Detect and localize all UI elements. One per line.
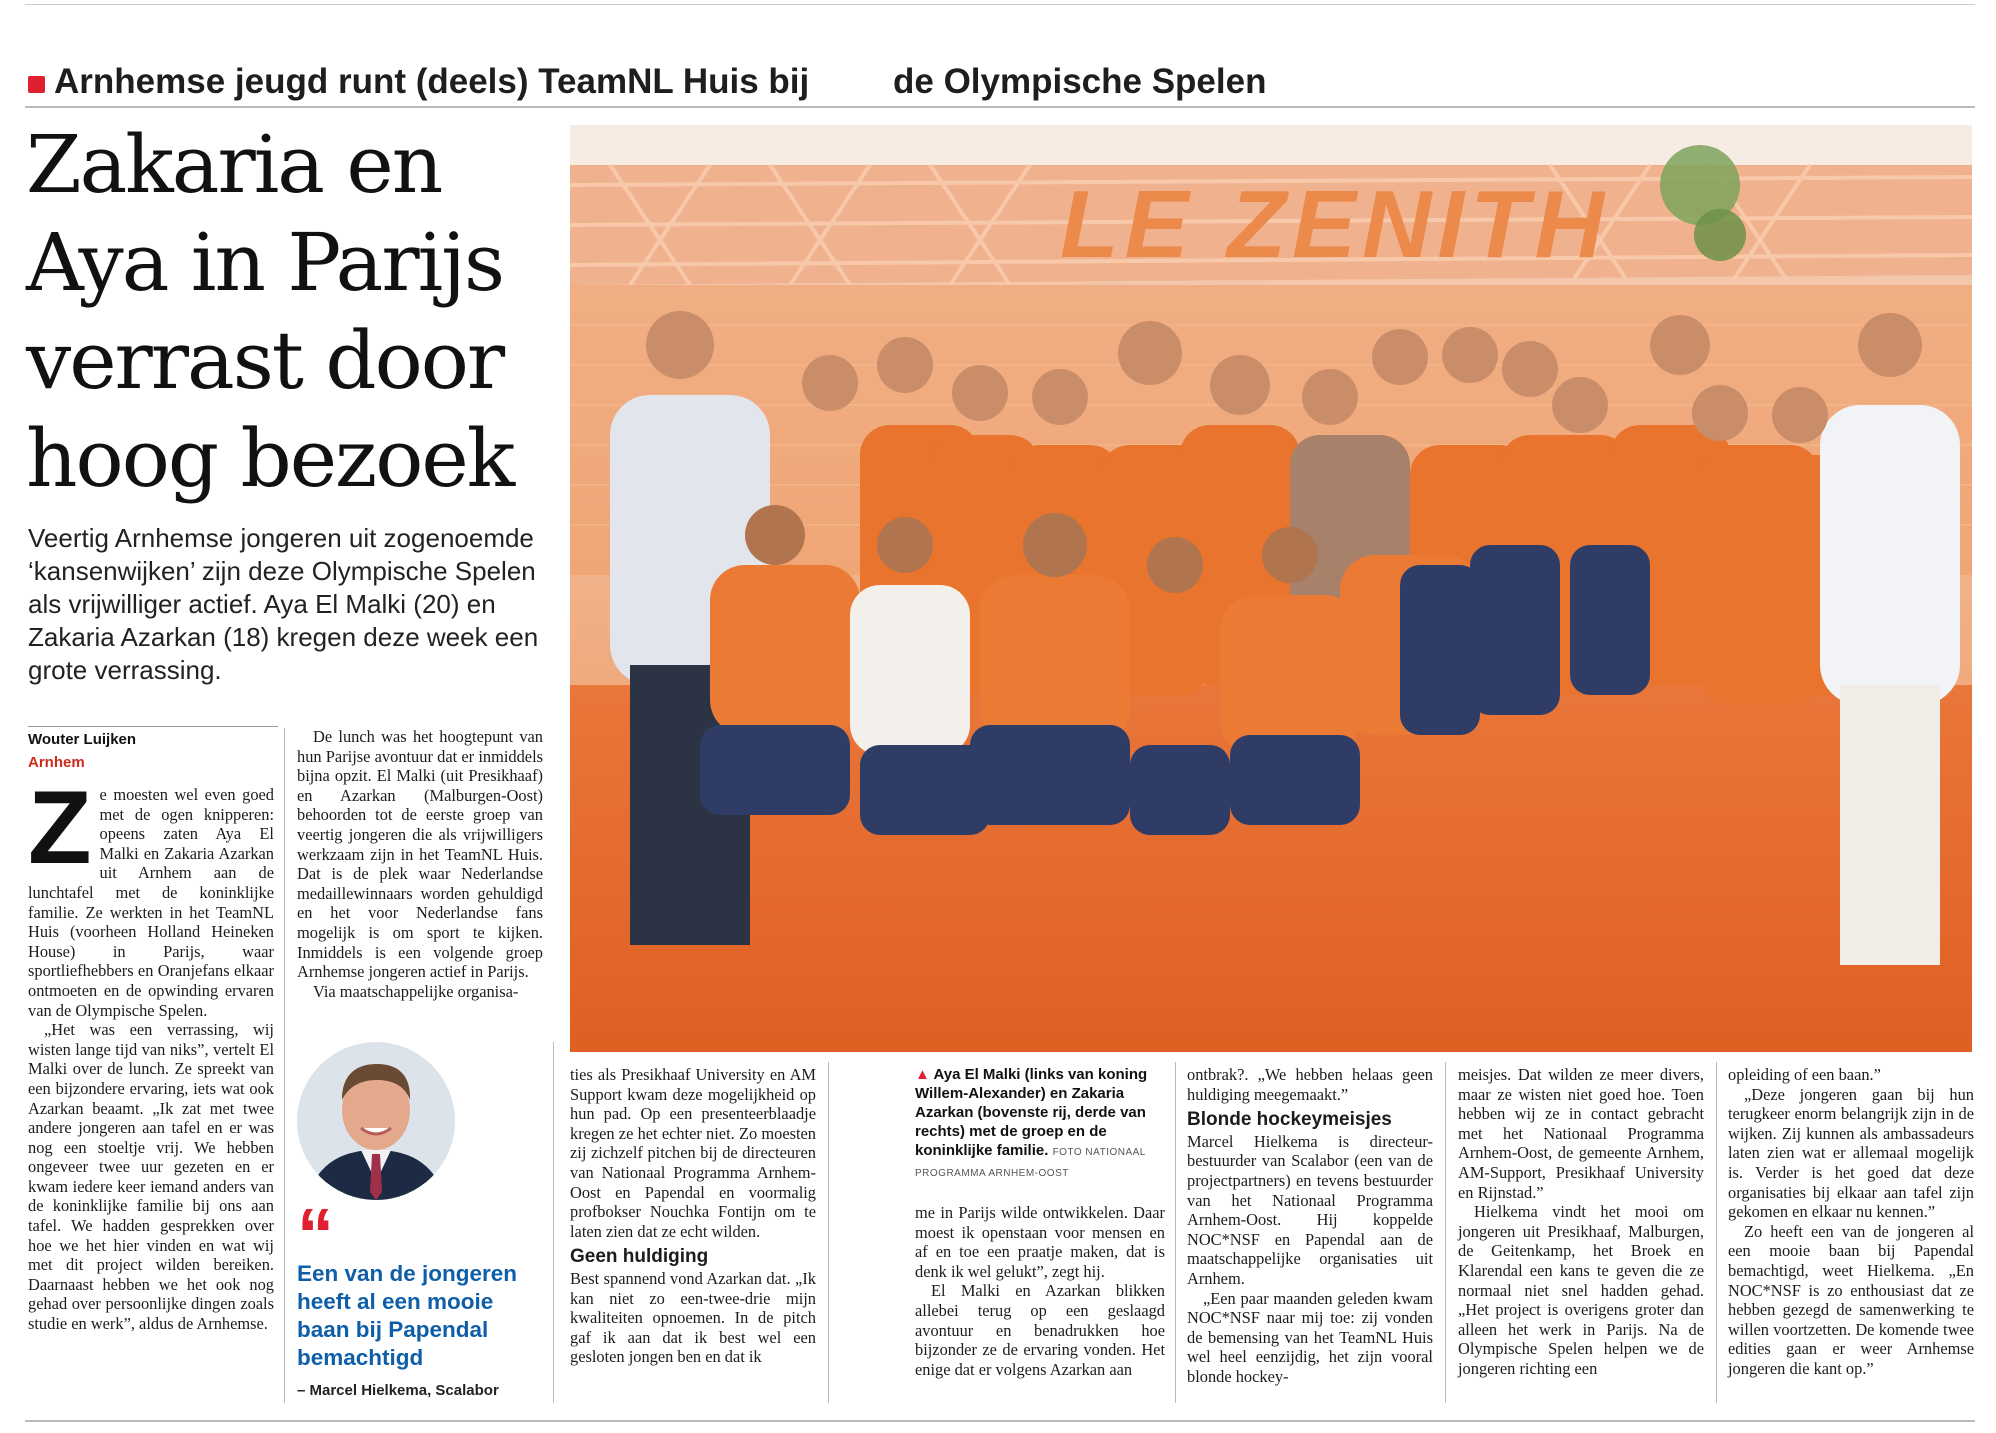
paragraph: meisjes. Dat wilden ze meer divers, maar ze wisten niet goed hoe. Toen hebben wij ze in contact gebracht met het Nationaal Programma Arnhem-Oost, de gemeente Arnhem, AM-Support, Presikhaaf University en Rijnstad.” <box>1458 1065 1704 1202</box>
paragraph: opleiding of een baan.” <box>1728 1065 1881 1084</box>
subheading: Geen huldiging <box>570 1246 709 1268</box>
kicker-text-continued: de Olympische Spelen <box>893 62 1267 101</box>
headline-line: Aya in Parijs <box>26 216 504 309</box>
byline <box>28 726 278 771</box>
subheading: Blonde hockeymeisjes <box>1187 1109 1392 1131</box>
paragraph: e moesten wel even goed met de ogen knipperen: opeens zaten Aya El Malki en Zakaria Azarkan uit Arnhem aan de lunchtafel met de koninklijke familie. Ze werkten in het TeamNL Huis (voorheen Holland Heineken House) in Parijs, waar sportliefhebbers en Oranjefans elkaar ontmoeten en de opwinding ervaren van de Olympische Spelen. <box>28 785 274 1020</box>
paragraph: „Het was een verrassing, wij wisten lange tijd van niks”, vertelt El Malki over de lunch. Ze spreekt van een bijzondere ervaring, iets wat ook Azarkan beaamt. „Ik zat met twee andere jongeren aan tafel en er was nog een stoeltje vrij. We hebben ongeveer twee uur gezeten en er kwam iedere keer iemand anders van de koninklijke familie bij ons aan tafel. We hadden gesprekken over hoe we het hier vinden en wat wij met dit project wilden bereiken. Daarnaast hebben we het ook nog gehad over persoonlijke dingen zoals studie en werk”, aldus de Arnhemse. <box>28 1020 274 1334</box>
paragraph: De lunch was het hoogtepunt van hun Parijse avontuur dat er inmiddels bijna opzit. El Malki (uit Presikhaaf) en Azarkan (Malburgen-Oost) behoorden tot de eerste groep van veertig jongeren die als vrijwilligers werkzaam zijn in het TeamNL Huis. Dat is de plek waar Nederlandse medaillewinnaars worden gehuldigd en het voor Nederlandse fans mogelijk is om sport te kijken. Inmiddels is een volgende groep Arnhemse jongeren actief in Parijs. <box>297 727 543 982</box>
kicker-marker-icon <box>28 76 45 93</box>
column-divider <box>1716 1062 1717 1403</box>
paragraph: Hielkema vindt het mooi om jongeren uit Presikhaaf, Malburgen, de Geitenkamp, het Broek en Klarendal een kans te geven die ze normaal niet snel hadden gehad. „Het project is overigens groter dan alleen het werk in Parijs. Na de Olympische Spelen helpen we de jongeren richting een <box>1458 1202 1704 1378</box>
paragraph: „Deze jongeren gaan bij hun terugkeer enorm belangrijk zijn in de wijken. Zij kunnen als ambassadeurs laten zien wat er allemaal mogelijk is. Verder is het goed dat deze organisaties bij elkaar aan tafel zijn gekomen en elkaar nu kennen.” <box>1728 1084 1974 1222</box>
article-column-1 <box>28 770 274 1334</box>
article-column-2 <box>297 727 543 1001</box>
article-column-5 <box>1187 1065 1433 1387</box>
caption-marker-icon: ▲ <box>915 1066 934 1083</box>
paragraph: ontbrak?. „We hebben helaas geen huldiging meegemaakt.” <box>1187 1065 1433 1104</box>
intro-text: Veertig Arnhemse jongeren uit zogenoemde ‘kansenwijken’ zijn deze Olympische Spelen als vrijwilliger actief. Aya El Malki (20) en Zakaria Azarkan (18) kregen deze week een grote verrassing. <box>28 523 539 685</box>
pull-quote: Een van de jongeren heeft al een mooie baan bij Papendal bemachtigd <box>297 1261 518 1370</box>
headline-line: verrast door <box>26 314 504 407</box>
kicker-text: Arnhemse jeugd runt (deels) TeamNL Huis bij <box>54 62 810 101</box>
drop-cap: Z <box>28 770 92 886</box>
paragraph: Via maatschappelijke organisa- <box>313 981 519 1001</box>
column-divider <box>553 1042 554 1403</box>
column-divider <box>284 728 285 1403</box>
caption-text: Aya El Malki (links van koning Willem-Alexander) en Zakaria Azarkan (bovenste rij, derde van rechts) met de groep en de koninklijke familie. <box>915 1066 1148 1159</box>
paragraph: Best spannend vond Azarkan dat. „Ik kan niet zo een-twee-drie mijn kwaliteiten opnoemen. In de pitch gaf ik aan dat ik best wel een gesloten jongen ben en dat ik <box>570 1268 816 1367</box>
paragraph: ties als Presikhaaf University en AM Support kwam deze mogelijkheid op hun pad. Op een presenteerblaadje kregen ze het echter niet. Zo moesten zij zichzelf pitchen bij de directeuren van Nationaal Programma Arnhem-Oost en Papendal en voormalig profbokser Nouchka Fontijn om te laten zien dat ze echt wilden. <box>570 1065 816 1241</box>
byline-location: Arnhem <box>28 754 85 771</box>
headline-line: Zakaria en <box>26 118 442 211</box>
top-rule <box>25 4 1975 5</box>
article-column-4 <box>915 1203 1165 1379</box>
article-column-7 <box>1728 1065 1974 1379</box>
column-divider <box>1175 1062 1176 1403</box>
photo-caption <box>915 1065 1165 1183</box>
column-divider <box>828 1062 829 1403</box>
paragraph: me in Parijs wilde ontwikkelen. Daar moest ik openstaan voor mensen en af en toe een praatje maken, dat is denk ik wel gelukt”, zegt hij. <box>915 1203 1165 1281</box>
bottom-rule <box>25 1420 1975 1422</box>
article-column-6 <box>1458 1065 1704 1379</box>
byline-author: Wouter Luijken <box>28 731 137 748</box>
paragraph: Marcel Hielkema is directeur-bestuurder van Scalabor (een van de projectpartners) en tevens bestuurder van het Nationaal Programma Arnhem-Oost. Hij koppelde NOC*NSF en Papendal aan de maatschappelijke organisaties uit Arnhem. <box>1187 1131 1433 1288</box>
paragraph: „Een paar maanden geleden kwam NOC*NSF naar mij toe: zij vonden de bemensing van het TeamNL Huis wel heel eenzijdig, het zijn vooral blonde hockey- <box>1187 1288 1433 1386</box>
headline-line: hoog bezoek <box>26 412 514 505</box>
headline <box>26 116 586 508</box>
group-photo <box>570 125 1972 1052</box>
paragraph: El Malki en Azarkan blikken allebei terug op een geslaagd avontuur en benadrukken hoe bijzonder ze de ervaring vonden. Het enige dat er volgens Azarkan aan <box>915 1281 1165 1379</box>
portrait-photo <box>297 1042 455 1200</box>
quote-icon: “ <box>297 1193 334 1276</box>
pull-quote-attribution: – Marcel Hielkema, Scalabor <box>297 1382 499 1399</box>
column-divider <box>1445 1062 1446 1403</box>
kicker-rule <box>25 106 1975 108</box>
photo-credit: FOTO NATIONAAL PROGRAMMA ARNHEM-OOST <box>915 1147 1146 1179</box>
venue-sign: LE ZENITH <box>1060 171 1610 278</box>
paragraph: Zo heeft een van de jongeren al een mooie baan bij Papendal bemachtigd, weet Hielkema. „En NOC*NSF is zo enthousiast dat ze hebben gezegd de samenwerking te willen voortzetten. De komende twee edities gaan er weer Arnhemse jongeren die kant op.” <box>1728 1221 1974 1378</box>
article-column-3 <box>570 1065 816 1367</box>
